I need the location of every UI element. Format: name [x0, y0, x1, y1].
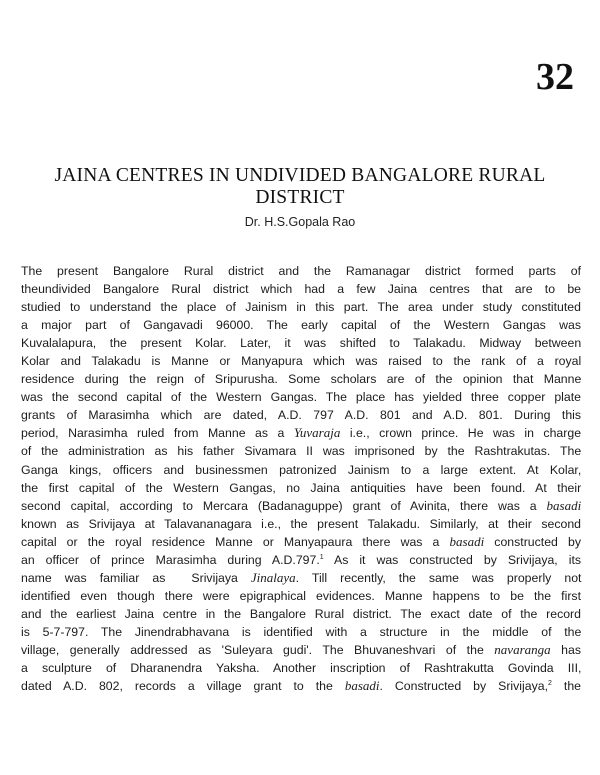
- author-name: Dr. H.S.Gopala Rao: [244, 215, 356, 229]
- footnote-marker: 1: [319, 553, 324, 561]
- text-line: [21, 677, 581, 695]
- text-line: [21, 370, 581, 388]
- text-segment: period, Narasimha ruled from Manne as a: [21, 426, 294, 441]
- italic-term: basadi: [344, 678, 380, 694]
- text-line: [21, 587, 581, 605]
- text-line: [21, 280, 581, 298]
- text-line: [21, 515, 581, 533]
- text-line: [21, 605, 581, 623]
- text-line: [21, 424, 581, 442]
- body-paragraph: [21, 262, 581, 695]
- text-line: [21, 461, 581, 479]
- italic-term: basadi: [449, 533, 485, 549]
- text-segment: Kolar and Talakadu is Manne or Manyapura which was raised to the rank of a royal: [21, 354, 582, 369]
- text-segment: Ganga kings, officers and businessmen patronized Jainism to a large extent. At Kolar,: [21, 462, 582, 477]
- text-segment: i.e., crown prince. He was in charge: [340, 426, 582, 441]
- text-segment: the: [551, 679, 582, 694]
- italic-term: Yuvaraja: [293, 425, 341, 441]
- text-segment: capital or the royal residence Manne or Manyapaura there was a: [21, 534, 450, 549]
- text-line: [21, 262, 581, 280]
- text-segment: constructed by: [484, 534, 581, 549]
- text-segment: residence during the reign of Sripurusha. Some scholars are of the opinion that Manne: [21, 372, 582, 387]
- text-segment: the first capital of the Western Gangas, no Jaina antiquities have been found. At their: [21, 480, 582, 495]
- text-segment: studied to understand the place of Jainism in this part. The area under study constituted: [21, 300, 581, 315]
- text-line: [21, 569, 581, 587]
- text-segment: The present Bangalore Rural district and the Ramanagar district formed parts of: [21, 264, 582, 278]
- text-segment: second capital, according to Mercara (Badanaguppe) grant of Avinita, there was a: [21, 498, 547, 513]
- text-line: [21, 334, 581, 352]
- text-segment: village, generally addressed as 'Suleyara gudi'. The Bhuvaneshvari of the: [21, 642, 495, 657]
- text-line: [21, 352, 581, 370]
- text-segment: a sculpture of Dharanendra Yaksha. Another inscription of Rashtrakutta Govinda III,: [21, 661, 582, 676]
- italic-term: basadi: [546, 497, 582, 513]
- text-line: [21, 316, 581, 334]
- footnote-marker: 2: [548, 679, 552, 687]
- chapter-number: 32: [536, 56, 574, 98]
- text-segment: name was familiar as Srivijaya: [21, 570, 251, 585]
- text-line: [21, 533, 581, 551]
- text-line: [21, 388, 581, 406]
- text-segment: of the administration as his father Sivamara II was imprisoned by the Rashtrakutas. The: [21, 444, 582, 459]
- text-line: [21, 497, 581, 515]
- text-segment: is 5-7-797. The Jinendrabhavana is identified with a structure in the middle of the: [21, 624, 582, 639]
- text-segment: a major part of Gangavadi 96000. The early capital of the Western Gangas was: [21, 318, 581, 333]
- text-segment: . Constructed by Srivijaya,: [379, 679, 549, 694]
- text-line: [21, 623, 581, 641]
- text-line: [21, 298, 581, 316]
- text-line: [21, 551, 581, 569]
- text-line: [21, 641, 581, 659]
- text-line: [21, 479, 581, 497]
- text-line: [21, 659, 581, 677]
- text-segment: and the earliest Jaina centre in the Bangalore Rural district. The exact date of the record: [21, 606, 581, 621]
- text-line: [21, 442, 581, 460]
- text-segment: Kuvalalapura, the present Kolar. Later, it was shifted to Talakadu. Midway between: [21, 336, 582, 351]
- text-segment: was the second capital of the Western Gangas. The place has yielded three copper plate: [21, 390, 581, 405]
- italic-term: navaranga: [494, 641, 551, 657]
- chapter-title: [20, 165, 580, 209]
- text-segment: has: [550, 642, 581, 657]
- text-segment: As it was constructed by Srivijaya, its: [323, 552, 582, 567]
- text-segment: theundivided Bangalore Rural district which had a few Jaina centres that are to be: [21, 282, 581, 297]
- chapter-title-line-1: JAINA CENTRES IN UNDIVIDED BANGALORE RURAL: [54, 165, 546, 186]
- text-segment: dated A.D. 802, records a village grant to the: [21, 679, 345, 694]
- chapter-title-line-2: DISTRICT: [255, 187, 345, 208]
- text-segment: known as Srivijaya at Talavananagara i.e., the present Talakadu. Similarly, at their second: [21, 516, 581, 531]
- text-line: [21, 406, 581, 424]
- text-segment: identified even though there were epigraphical evidences. Manne happens to be the first: [21, 588, 581, 603]
- italic-term: Jinalaya: [250, 569, 296, 585]
- text-segment: grants of Marasimha which are dated, A.D. 797 A.D. 801 and A.D. 801. During this: [21, 408, 582, 423]
- text-segment: . Till recently, the same was properly not: [295, 570, 582, 585]
- text-segment: an officer of prince Marasimha during A.D.797.: [21, 552, 320, 567]
